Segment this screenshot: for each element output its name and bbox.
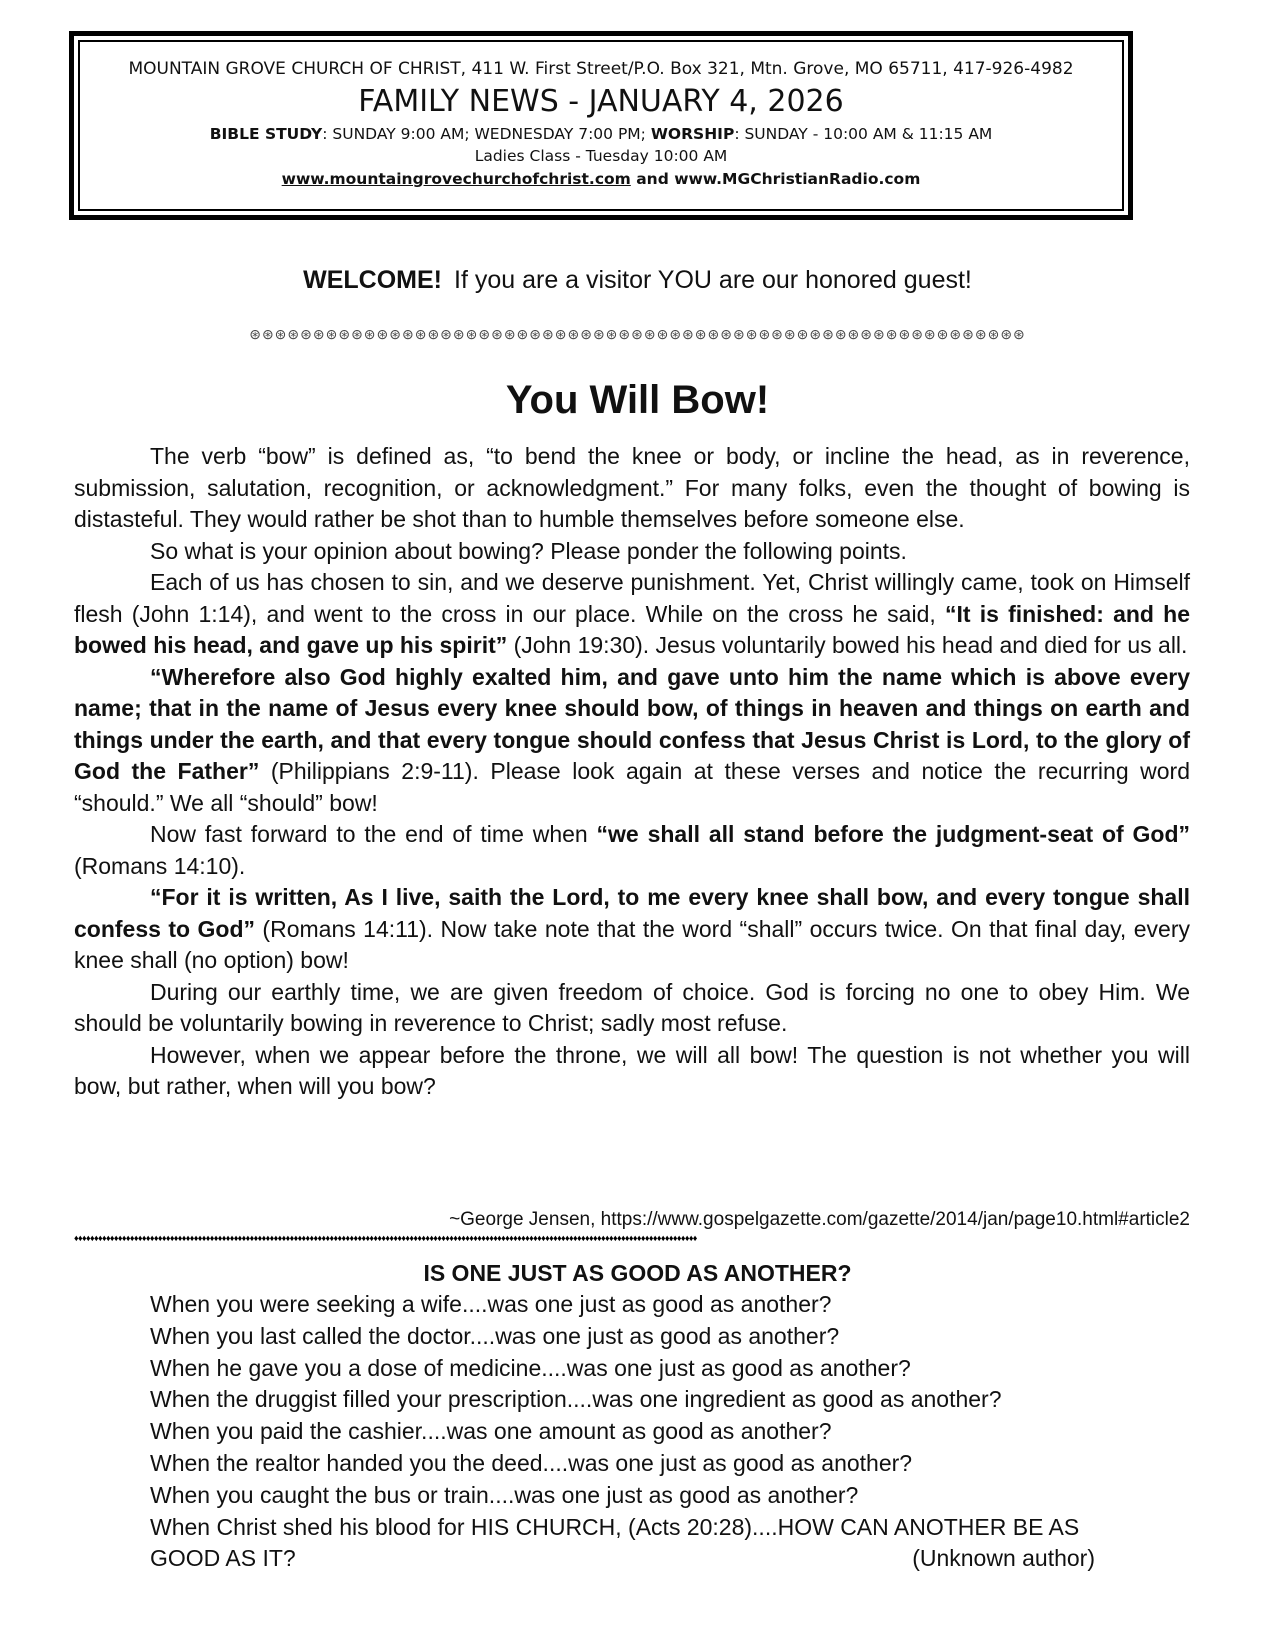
ladies-class: Ladies Class - Tuesday 10:00 AM [474,147,728,165]
church-website-link[interactable]: www.mountaingrovechurchofchrist.com [281,170,631,188]
poem-line: When the druggist filled your prescription....was one ingredient as good as another? [150,1386,1002,1413]
p3-quote: “It is finished: and he bowed his head, and gave up his spirit” [74,600,1191,658]
p4-text-b: (Philippians 2:9-11). Please look again at these verses and notice the recurring word “should.” We all “should” bow! [74,758,1190,816]
masthead-inner-frame [78,40,1124,211]
newsletter-title: FAMILY NEWS - JANUARY 4, 2026 [358,84,844,119]
poem-line: When you last called the doctor....was one just as good as another? [150,1322,840,1349]
article-author: ~George Jensen, https://www.gospelgazette.com/gazette/2014/jan/page10.html#article2 [449,1209,1190,1230]
and-text: and [630,170,675,188]
worship-label: WORSHIP [650,125,735,143]
worship-times: : SUNDAY - 10:00 AM & 11:15 AM [734,125,993,143]
article-paragraph-8: However, when we appear before the throne, we will all bow! The question is not whether you will bow, but rather, when will you bow? [74,1041,1190,1099]
article-paragraph-7: During our earthly time, we are given freedom of choice. God is forcing no one to obey Him. We should be voluntarily bowing in reverence to Christ; sadly most refuse. [74,978,1190,1036]
bible-study-label: BIBLE STUDY [209,125,323,143]
p3-text-b: (John 19:30). Jesus voluntarily bowed his head and died for us all. [507,632,1188,658]
article-paragraph-6 [74,882,1190,977]
service-schedule [80,123,1122,145]
p5-text-a: Now fast forward to the end of time when [150,821,597,847]
welcome-bold: WELCOME! [303,266,442,294]
p4-quote: “Wherefore also God highly exalted him, and gave unto him the name which is above every name; that in the name of Jesus every knee should bow, of things in heaven and things on earth and things under the earth, and that every tongue should confess that Jesus Christ is Lord, to the glory of God the Father” [74,663,1190,784]
poem-line: When you caught the bus or train....was one just as good as another? [150,1481,859,1508]
poem-attribution: (Unknown author) [912,1545,1095,1572]
poem-line: When the realtor handed you the deed....was one just as good as another? [150,1449,913,1476]
article-paragraph-4 [74,662,1190,820]
diamond-divider: ♦♦♦♦♦♦♦♦♦♦♦♦♦♦♦♦♦♦♦♦♦♦♦♦♦♦♦♦♦♦♦♦♦♦♦♦♦♦♦♦♦♦♦♦♦♦♦♦♦♦♦♦♦♦♦♦♦♦♦♦♦♦♦♦♦♦♦♦♦♦♦♦♦♦♦♦♦♦♦♦♦♦♦♦♦♦♦♦♦♦♦♦♦♦♦♦♦♦♦♦♦♦♦♦♦♦♦♦♦♦♦♦♦♦♦♦♦♦♦♦♦♦♦♦♦♦♦♦♦♦♦♦♦♦♦♦♦♦♦♦♦♦♦♦♦♦♦♦♦♦♦♦♦♦♦♦ [74,1233,697,1243]
bible-study-times: : SUNDAY 9:00 AM; WEDNESDAY 7:00 PM; [322,125,651,143]
p3-text-a: Each of us has chosen to sin, and we deserve punishment. Yet, Christ willingly came, took on Himself flesh (John 1:14), and went to the cross in our place. While on the cross he said, [74,569,1190,627]
poem-last-line [150,1543,1095,1575]
masthead [69,31,1133,220]
poem-line: When Christ shed his blood for HIS CHURCH, (Acts 20:28)....HOW CAN ANOTHER BE AS [150,1513,1080,1540]
website-links [80,167,1122,191]
poem-body [150,1289,1110,1575]
p6-quote: “For it is written, As I live, saith the Lord, to me every knee shall bow, and every tongue shall confess to God” [74,884,1190,942]
flower-divider: ⊛⊛⊛⊛⊛⊛⊛⊛⊛⊛⊛⊛⊛⊛⊛⊛⊛⊛⊛⊛⊛⊛⊛⊛⊛⊛⊛⊛⊛⊛⊛⊛⊛⊛⊛⊛⊛⊛⊛⊛⊛⊛⊛⊛⊛⊛⊛⊛⊛⊛⊛⊛⊛⊛⊛⊛⊛⊛⊛⊛⊛ [249,326,1026,342]
p5-quote: “we shall all stand before the judgment-seat of God” [596,821,1190,847]
article-title: You Will Bow! [505,378,770,422]
poem-line: When you paid the cashier....was one amount as good as another? [150,1418,832,1445]
article-paragraph-2: So what is your opinion about bowing? Please ponder the following points. [150,537,907,564]
p5-text-b: (Romans 14:10). [74,852,246,879]
welcome-line [0,264,1275,296]
welcome-text: If you are a visitor YOU are our honored guest! [454,266,972,294]
radio-website-link[interactable]: www.MGChristianRadio.com [674,170,921,188]
poem-line: When you were seeking a wife....was one just as good as another? [150,1291,832,1317]
article-paragraph-1: The verb “bow” is defined as, “to bend the knee or body, or incline the head, as in reverence, submission, salutation, recognition, or acknowledgment.” For many folks, even the thought of bowing is distasteful. They would rather be shot than to humble themselves before someone else. [74,443,1190,532]
poem-line: When he gave you a dose of medicine....was one just as good as another? [150,1354,911,1381]
poem-last-text: GOOD AS IT? [150,1545,296,1572]
article-paragraph-3 [74,567,1190,662]
p6-text-b: (Romans 14:11). Now take note that the word “shall” occurs twice. On that final day, every knee shall (no option) bow! [74,915,1190,973]
article-paragraph-5 [74,819,1190,882]
article-body [74,441,1190,1103]
church-address: MOUNTAIN GROVE CHURCH OF CHRIST, 411 W. First Street/P.O. Box 321, Mtn. Grove, MO 65711, 417-926-4982 [128,59,1074,79]
poem-title: IS ONE JUST AS GOOD AS ANOTHER? [423,1260,852,1286]
